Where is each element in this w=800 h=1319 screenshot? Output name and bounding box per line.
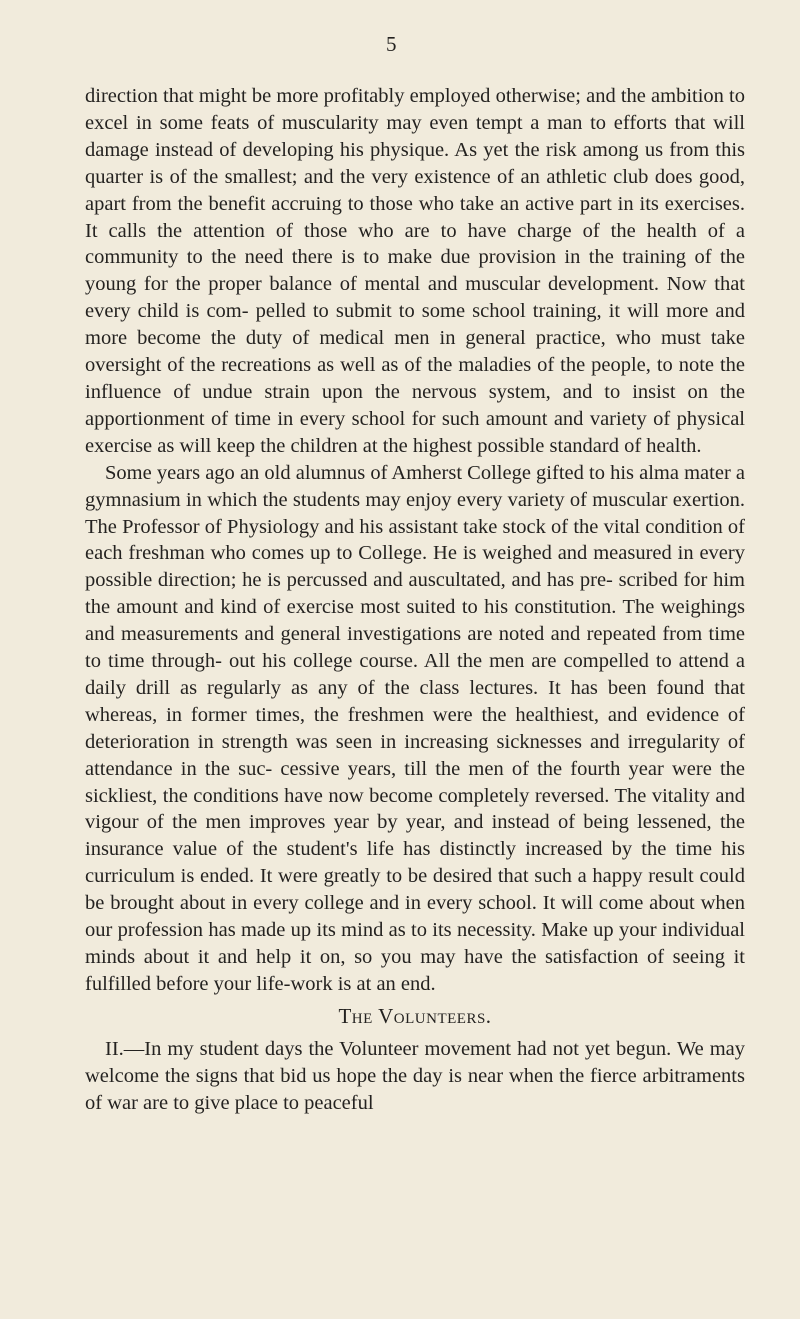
body-text bbox=[85, 83, 745, 1116]
page-number: 5 bbox=[386, 32, 397, 56]
paragraph-1: direction that might be more profitably employed otherwise; and the ambition to excel in some feats of muscularity may even tempt a man to efforts that will damage instead of developing his physique. As yet the risk among us from this quarter is of the smallest; and the very existence of an athletic club does good, apart from the benefit accruing to those who take an active part in its exercises. It calls the attention of those who are to have charge of the health of a community to the need there is to make due provision in the training of the young for the proper balance of mental and muscular development. Now that every child is com- pelled to submit to some school training, it will more and more become the duty of medical men in general practice, who must take oversight of the recreations as well as of the maladies of the people, to note the influence of undue strain upon the nervous system, and to insist on the apportionment of time in every school for such amount and variety of physical exercise as will keep the children at the highest possible standard of health. bbox=[85, 85, 745, 457]
section-heading: The Volunteers. bbox=[338, 1003, 492, 1028]
paragraph-3: II.—In my student days the Volunteer movement had not yet begun. We may welcome the signs that bid us hope the day is near when the fierce arbitraments of war are to give place to peaceful bbox=[85, 1037, 745, 1114]
paragraph-2: Some years ago an old alumnus of Amherst College gifted to his alma mater a gymnasium in which the students may enjoy every variety of muscular exertion. The Professor of Physiology and his assistant take stock of the vital condition of each freshman who comes up to College. He is weighed and measured in every possible direction; he is percussed and auscultated, and has pre- scribed for him the amount and kind of exercise most suited to his constitution. The weighings and measurements and general investigations are noted and repeated from time to time through- out his college course. All the men are compelled to attend a daily drill as regularly as any of the class lectures. It has been found that whereas, in former times, the freshmen were the healthiest, and evidence of deterioration in strength was seen in increasing sicknesses and irregularity of attendance in the suc- cessive years, till the men of the fourth year were the sickliest, the conditions have now become completely reversed. The vitality and vigour of the men improves year by year, and instead of being lessened, the insurance value of the student's life has distinctly increased by the time his curriculum is ended. It were greatly to be desired that such a happy result could be brought about in every college and in every school. It will come about when our profession has made up its mind as to its necessity. Make up your individual minds about it and help it on, so you may have the satisfaction of seeing it fulfilled before your life-work is at an end. bbox=[85, 461, 745, 995]
